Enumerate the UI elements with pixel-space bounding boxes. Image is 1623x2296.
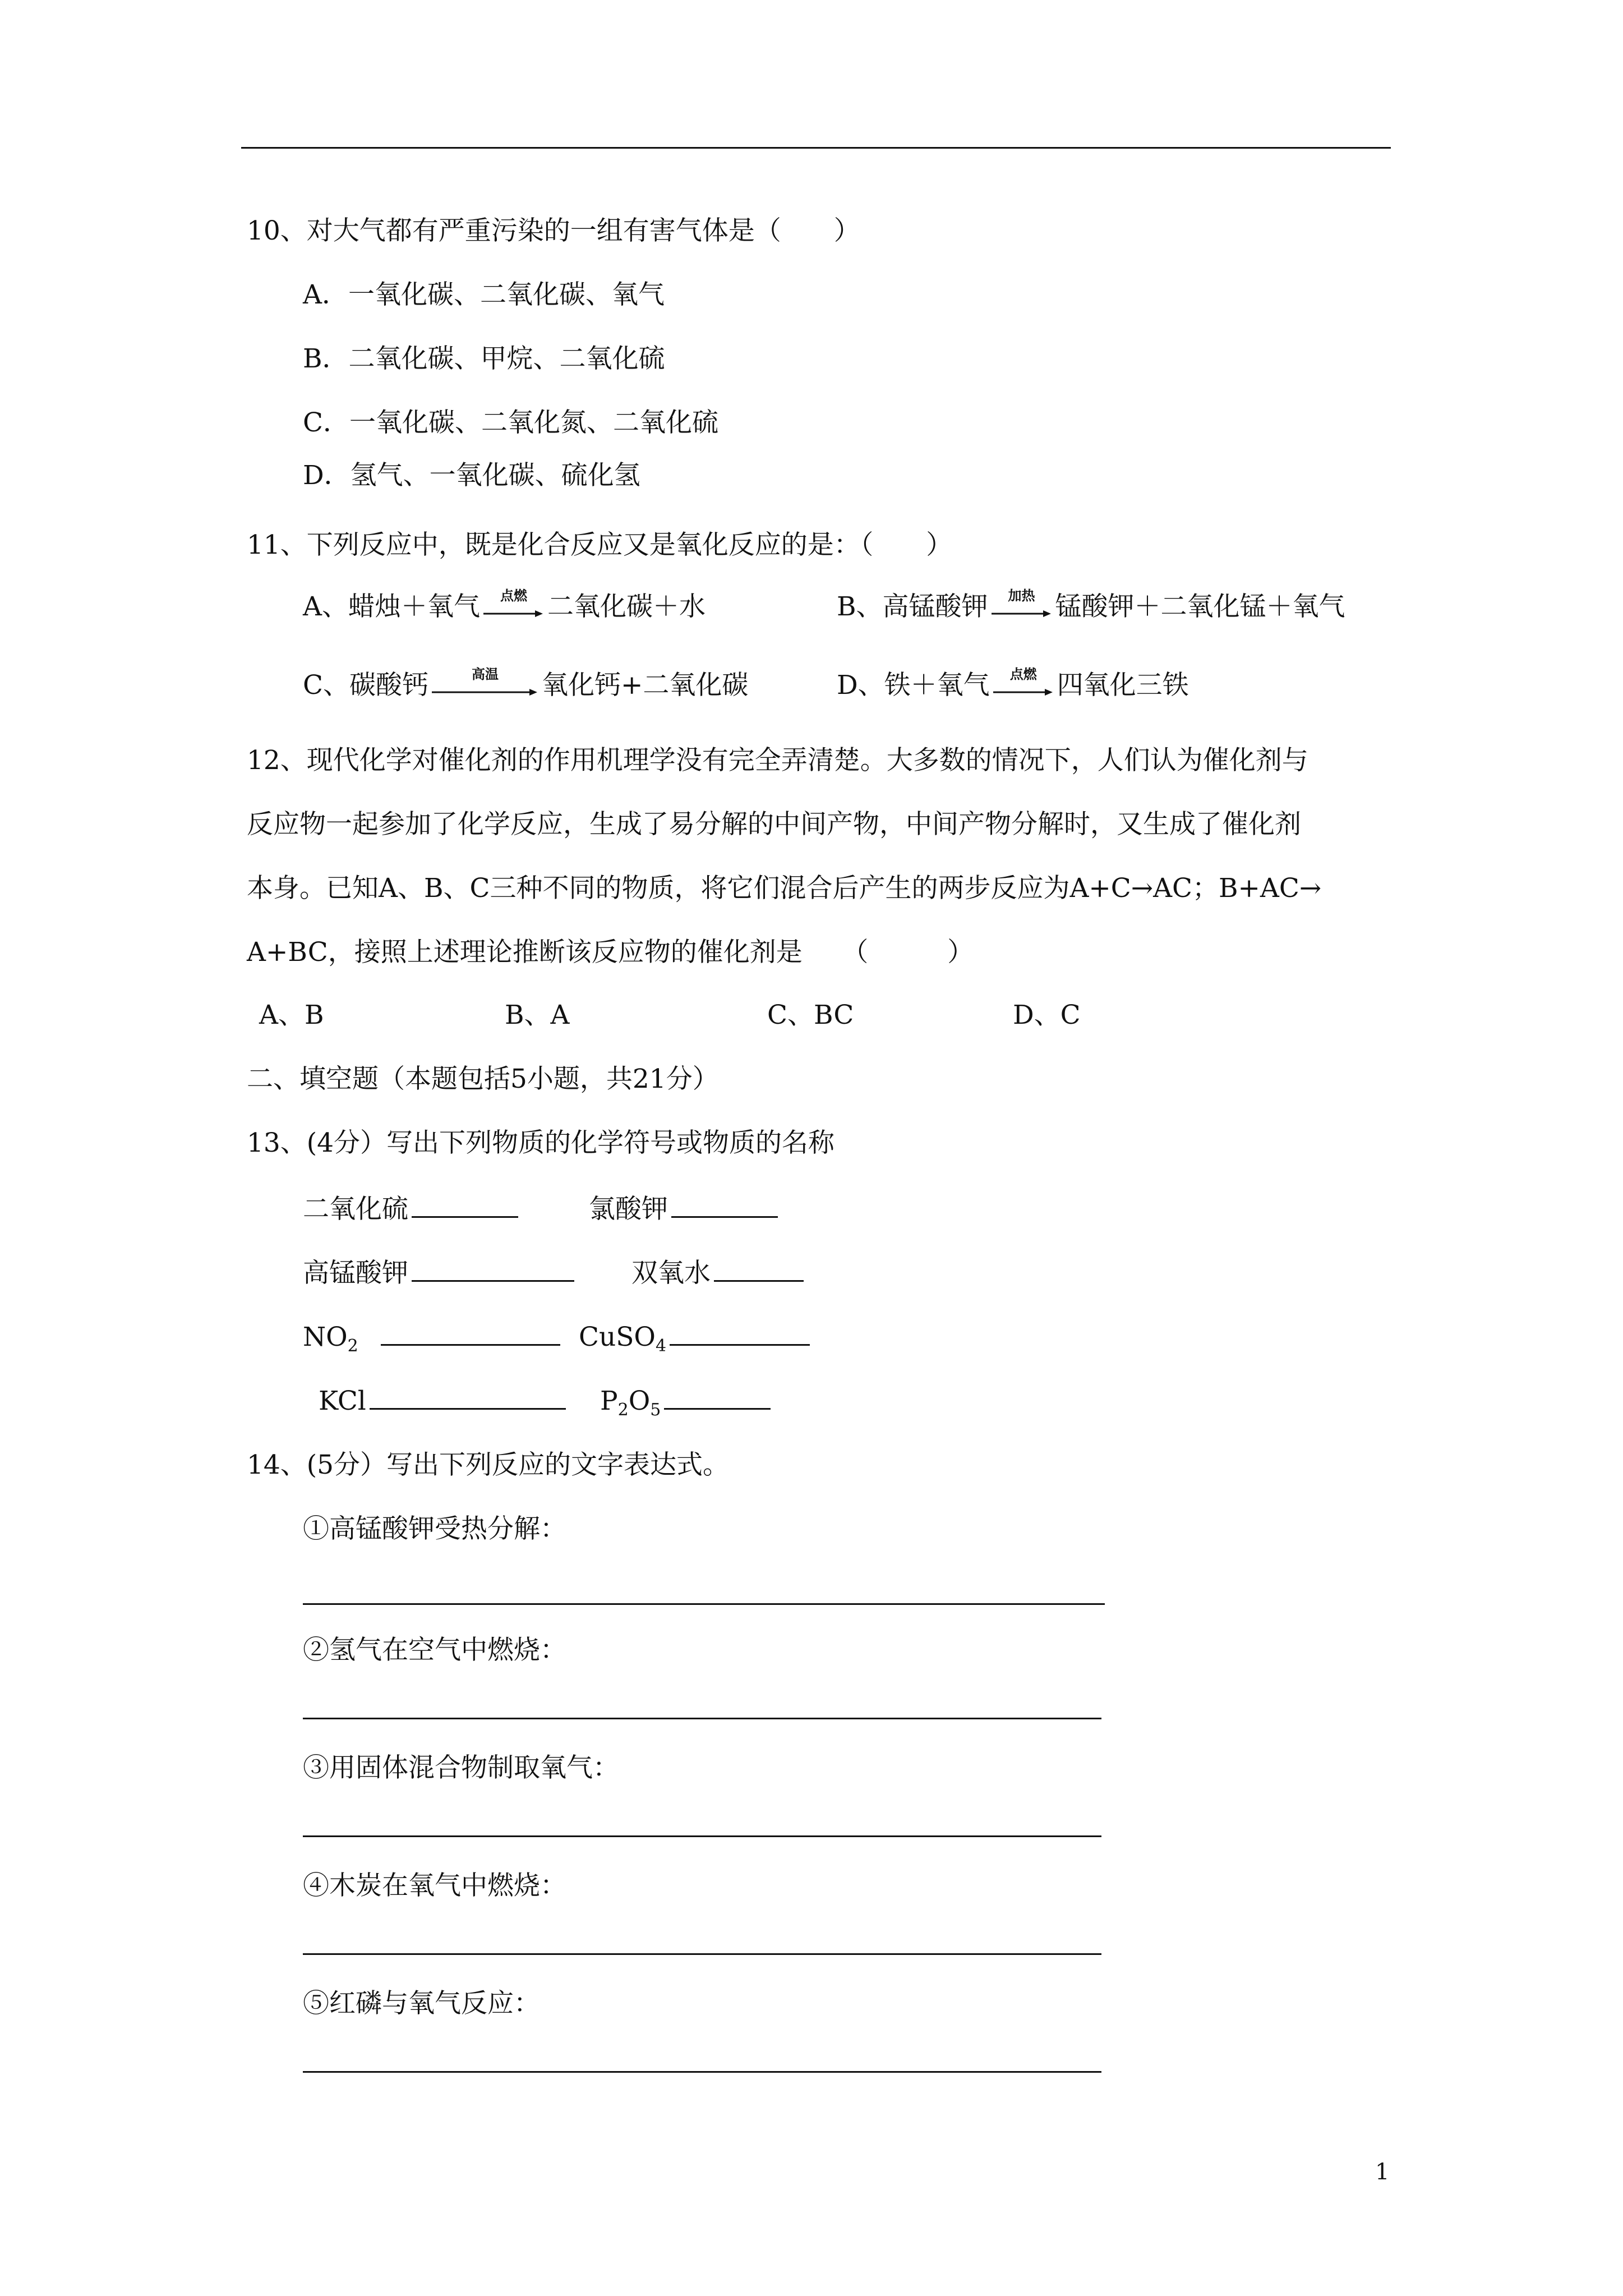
q11-option-b (837, 587, 1345, 623)
answer-line[interactable] (303, 2071, 1101, 2073)
q11-b-products: 锰酸钾＋二氧化锰＋氧气 (1055, 591, 1345, 622)
q13-stem: 13、(4分）写出下列物质的化学符号或物质的名称 (247, 1128, 835, 1158)
q14-item-3: ③用固体混合物制取氧气： (303, 1752, 619, 1783)
answer-blank[interactable] (370, 1386, 566, 1410)
subscript: 4 (655, 1336, 667, 1356)
answer-blank[interactable] (714, 1258, 804, 1282)
answer-line[interactable] (303, 1603, 1105, 1605)
reaction-arrow (992, 587, 1052, 623)
q12-line-2: 反应物一起参加了化学反应，生成了易分解的中间产物，中间产物分解时，又生成了催化剂 (247, 809, 1301, 840)
q12-line-1: 12、现代化学对催化剂的作用机理学没有完全弄清楚。大多数的情况下，人们认为催化剂与 (247, 745, 1308, 776)
q14-item-2: ②氢气在空气中燃烧： (303, 1635, 566, 1665)
q13-item-4 (631, 1258, 804, 1289)
q10-option-d: D．氢气、一氧化碳、硫化氢 (303, 460, 640, 491)
subscript: 5 (650, 1400, 661, 1420)
q12-option-d: D、C (1013, 1000, 1081, 1030)
q13-item-label: 双氧水 (631, 1258, 711, 1289)
q11-option-c (303, 666, 749, 701)
arrow-icon (432, 688, 538, 699)
q11-c-products: 氧化钙+二氧化碳 (541, 670, 749, 701)
q13-item-2 (589, 1194, 778, 1225)
arrow-condition: 点燃 (500, 587, 527, 604)
q13-item-label: 氯酸钾 (589, 1194, 668, 1225)
q12-line-4: A+BC，接照上述理论推断该反应物的催化剂是 （ ） (247, 937, 974, 968)
q13-item-label: O (628, 1386, 651, 1416)
arrow-condition: 加热 (1008, 587, 1035, 604)
answer-line[interactable] (303, 1835, 1101, 1837)
answer-blank[interactable] (412, 1258, 574, 1282)
page-number: 1 (1375, 2159, 1390, 2185)
answer-blank[interactable] (381, 1322, 560, 1346)
q12-line-3: 本身。已知A、B、C三种不同的物质，将它们混合后产生的两步反应为A+C→AC；B+AC→ (247, 873, 1322, 904)
arrow-condition: 高温 (471, 666, 499, 682)
q13-item-label: CuSO (579, 1322, 656, 1352)
reaction-arrow (432, 666, 538, 701)
q13-item-6 (579, 1322, 810, 1355)
answer-blank[interactable] (664, 1386, 771, 1410)
q13-item-label: NO (303, 1322, 348, 1352)
answer-line[interactable] (303, 1718, 1101, 1719)
arrow-condition: 点燃 (1009, 666, 1037, 682)
q10-option-a: A．一氧化碳、二氧化碳、氧气 (303, 279, 665, 310)
q13-item-label: 二氧化硫 (303, 1194, 408, 1225)
q11-d-products: 四氧化三铁 (1057, 670, 1189, 701)
q14-item-4: ④木炭在氧气中燃烧： (303, 1870, 566, 1901)
reaction-arrow (993, 666, 1054, 701)
answer-blank[interactable] (671, 1194, 778, 1218)
q12-option-a: A、B (259, 1000, 324, 1030)
arrow-icon (992, 609, 1052, 620)
section-heading: 二、填空题（本题包括5小题，共21分） (247, 1064, 719, 1094)
q12-option-b: B、A (505, 1000, 570, 1030)
arrow-icon (993, 688, 1054, 699)
q11-c-reactants: C、碳酸钙 (303, 670, 428, 701)
subscript: 2 (347, 1336, 358, 1356)
q11-stem: 11、下列反应中，既是化合反应又是氧化反应的是：（ ） (247, 530, 953, 560)
q14-stem: 14、(5分）写出下列反应的文字表达式。 (247, 1450, 730, 1480)
q13-item-8 (600, 1386, 771, 1419)
q13-item-label: KCl (319, 1386, 366, 1416)
q13-item-3 (303, 1258, 574, 1289)
reaction-arrow (483, 587, 544, 623)
q14-item-1: ①高锰酸钾受热分解： (303, 1513, 566, 1544)
q11-option-d (837, 666, 1189, 701)
answer-line[interactable] (303, 1953, 1101, 1955)
q13-item-label: 高锰酸钾 (303, 1258, 408, 1289)
q13-item-5 (303, 1322, 560, 1355)
q13-item-label: P (600, 1386, 618, 1416)
q10-stem: 10、对大气都有严重污染的一组有害气体是（ ） (247, 215, 860, 246)
q11-option-a (303, 587, 706, 623)
arrow-icon (483, 609, 544, 620)
q11-d-reactants: D、铁＋氧气 (837, 670, 990, 701)
q13-item-1 (303, 1194, 518, 1225)
answer-blank[interactable] (412, 1194, 518, 1218)
q13-item-7 (319, 1386, 566, 1414)
answer-blank[interactable] (670, 1322, 810, 1346)
subscript: 2 (617, 1400, 629, 1420)
header-rule (241, 147, 1391, 149)
q10-option-b: B．二氧化碳、甲烷、二氧化硫 (303, 343, 665, 374)
q11-a-reactants: A、蜡烛＋氧气 (303, 591, 480, 622)
q11-a-products: 二氧化碳＋水 (547, 591, 706, 622)
q10-option-c: C．一氧化碳、二氧化氮、二氧化硫 (303, 407, 718, 438)
q12-option-c: C、BC (767, 1000, 854, 1030)
q14-item-5: ⑤红磷与氧气反应： (303, 1988, 540, 2019)
q11-b-reactants: B、高锰酸钾 (837, 591, 988, 622)
